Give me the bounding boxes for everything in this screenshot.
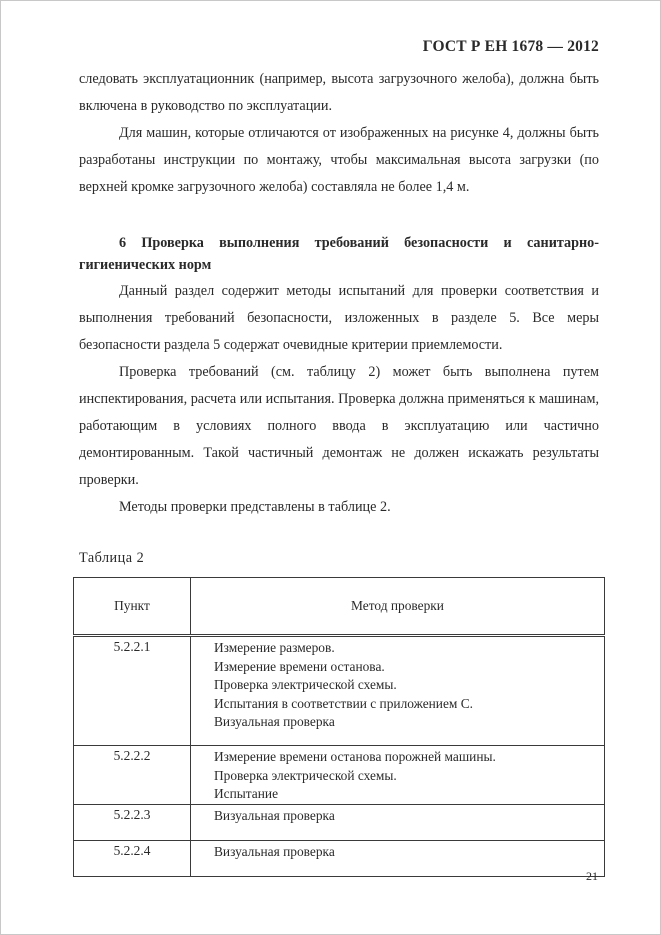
paragraph-continued: следовать эксплуатационник (например, высота загрузочного желоба), должна быть включена в руководство по эксплуатации. — [79, 71, 599, 114]
body-text-top — [79, 66, 599, 201]
table-row — [74, 746, 605, 805]
method-line: Визуальная проверка — [214, 843, 335, 859]
paragraph-section-intro: Данный раздел содержит методы испытаний для проверки соответствия и выполнения требований безопасности, изложенных в разделе 5. Все меры безопасности раздела 5 содержат очевидные критерии приемлемости. — [79, 283, 599, 353]
method-line: Испытания в соответствии с приложением С. — [214, 695, 474, 711]
table-caption: Таблица 2 — [79, 550, 145, 566]
method-cell — [191, 804, 605, 840]
table-row — [74, 636, 605, 746]
header-clause: Пункт — [74, 578, 191, 636]
method-cell — [191, 636, 605, 746]
method-line: Измерение размеров. — [214, 640, 335, 655]
method-line: Визуальная проверка — [214, 807, 335, 823]
header-method: Метод проверки — [191, 578, 605, 636]
method-line: Измерение времени останова порожней машины. — [214, 749, 496, 764]
clause-cell: 5.2.2.3 — [74, 804, 191, 840]
table-row — [74, 840, 605, 876]
method-line: Испытание — [214, 786, 279, 801]
method-line: Измерение времени останова. — [214, 658, 385, 674]
clause-cell: 5.2.2.2 — [74, 746, 191, 805]
paragraph-verification: Проверка требований (см. таблицу 2) может быть выполнена путем инспектирования, расчета или испытания. Проверка должна применяться к машинам, работающим в условиях полного ввода в эксплуатацию или частично демонтированным. Такой частичный демонтаж не должен искажать результаты проверки. — [79, 364, 599, 488]
method-line: Проверка электрической схемы. — [214, 677, 397, 692]
verification-methods-table — [73, 577, 605, 877]
section-heading-block — [79, 232, 599, 276]
page-number: 21 — [586, 869, 598, 883]
clause-cell: 5.2.2.1 — [74, 636, 191, 746]
paragraph-machines: Для машин, которые отличаются от изображенных на рисунке 4, должны быть разработаны инструкции по монтажу, чтобы максимальная высота загрузки (по верхней кромке загрузочного желоба) составляла не более 1,4 м. — [79, 125, 599, 195]
table-header-row — [74, 578, 605, 636]
method-line: Проверка электрической схемы. — [214, 767, 397, 783]
body-text-bottom — [79, 278, 599, 521]
method-cell — [191, 840, 605, 876]
table-row — [74, 804, 605, 840]
method-cell — [191, 746, 605, 805]
clause-cell: 5.2.2.4 — [74, 840, 191, 876]
section-heading: 6 Проверка выполнения требований безопасности и санитарно-гигиенических норм — [79, 235, 599, 273]
method-line: Визуальная проверка — [214, 714, 335, 729]
paragraph-methods: Методы проверки представлены в таблице 2. — [119, 499, 391, 515]
standard-designation: ГОСТ Р ЕН 1678 — 2012 — [422, 38, 599, 55]
